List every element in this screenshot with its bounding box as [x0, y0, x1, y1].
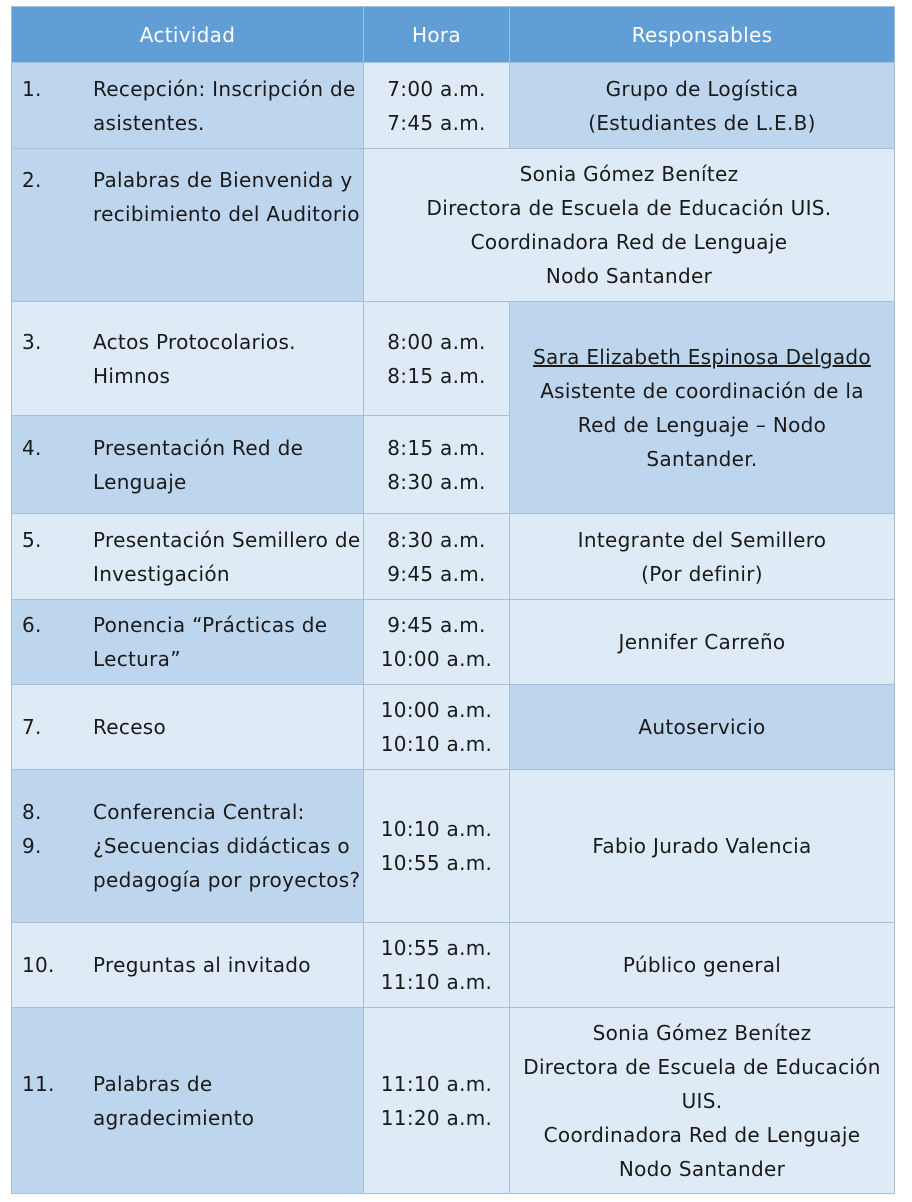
time-end: 10:55 a.m. [380, 851, 493, 875]
table-row [12, 302, 895, 416]
time-cell [364, 770, 510, 923]
time-cell [364, 63, 510, 149]
activity-cell [12, 1008, 364, 1194]
responsible-line: Autoservicio [638, 715, 766, 739]
activity-cell [12, 149, 364, 302]
activity-number: 9. [22, 834, 42, 858]
header-responsables: Responsables [510, 7, 895, 63]
activity-cell [12, 416, 364, 514]
activity-number: 4. [22, 435, 42, 460]
responsible-line: Coordinadora Red de Lenguaje [470, 230, 788, 254]
time-cell [364, 302, 510, 416]
time-cell [364, 416, 510, 514]
activity-cell [12, 923, 364, 1008]
responsible-line: UIS. [681, 1088, 723, 1113]
time-start: 10:10 a.m. [380, 817, 493, 841]
responsible-line: Santander. [646, 446, 758, 471]
responsible-line: Coordinadora Red de Lenguaje [543, 1122, 861, 1147]
responsible-cell [510, 923, 895, 1008]
table-row [12, 923, 895, 1008]
time-cell [364, 923, 510, 1008]
responsible-line: Integrante del Semillero [577, 527, 827, 552]
activity-number: 7. [22, 715, 42, 739]
activity-number: 5. [22, 527, 42, 552]
activity-text: Palabras de agradecimiento [93, 1071, 255, 1130]
responsible-line: (Por definir) [641, 561, 763, 586]
responsible-cell [510, 514, 895, 600]
time-cell [364, 514, 510, 600]
activity-number: 3. [22, 329, 42, 354]
responsible-line: Red de Lenguaje – Nodo [577, 412, 827, 437]
time-end: 11:20 a.m. [380, 1105, 493, 1130]
responsible-cell [510, 770, 895, 923]
time-start: 8:00 a.m. [387, 329, 486, 354]
agenda-table [11, 6, 895, 1194]
time-start: 8:15 a.m. [387, 435, 486, 460]
responsible-cell [510, 685, 895, 770]
table-row [12, 514, 895, 600]
activity-cell [12, 514, 364, 600]
responsible-cell [510, 600, 895, 685]
table-row [12, 149, 895, 302]
responsible-cell [510, 1008, 895, 1194]
time-end: 9:45 a.m. [387, 561, 486, 586]
time-end: 10:10 a.m. [380, 732, 493, 756]
table-row [12, 770, 895, 923]
activity-cell [12, 685, 364, 770]
responsible-line: Directora de Escuela de Educación UIS. [426, 196, 832, 220]
time-cell [364, 685, 510, 770]
activity-text: Recepción: Inscripción de asistentes. [93, 76, 356, 135]
time-start: 10:55 a.m. [380, 936, 493, 960]
activity-cell [12, 63, 364, 149]
responsible-line: Sonia Gómez Benítez [592, 1020, 812, 1045]
responsible-name: Sara Elizabeth Espinosa Delgado [533, 344, 871, 369]
header-row [12, 7, 895, 63]
responsible-line: Nodo Santander [545, 264, 713, 288]
header-hora: Hora [364, 7, 510, 63]
table-row [12, 685, 895, 770]
activity-text: Receso [93, 715, 167, 739]
activity-number: 11. [22, 1071, 55, 1096]
responsible-line: Fabio Jurado Valencia [592, 834, 812, 858]
table-row [12, 600, 895, 685]
time-start: 11:10 a.m. [380, 1071, 493, 1096]
time-end: 11:10 a.m. [380, 970, 493, 994]
time-cell [364, 600, 510, 685]
header-actividad: Actividad [12, 7, 364, 63]
activity-cell [12, 302, 364, 416]
activity-cell [12, 770, 364, 923]
time-end: 8:30 a.m. [387, 469, 486, 494]
activity-text: Palabras de Bienvenida y recibimiento del Auditorio [93, 168, 360, 226]
activity-cell [12, 600, 364, 685]
responsible-line: Sonia Gómez Benítez [519, 162, 739, 186]
responsible-line: Grupo de Logística [605, 76, 799, 101]
time-start: 8:30 a.m. [387, 527, 486, 552]
time-start: 9:45 a.m. [387, 613, 486, 637]
responsible-line: Directora de Escuela de Educación [523, 1054, 881, 1079]
table-row [12, 1008, 895, 1194]
responsible-line: Nodo Santander [618, 1156, 786, 1181]
responsible-cell [364, 149, 895, 302]
responsible-line: (Estudiantes de L.E.B) [588, 110, 816, 135]
activity-text: Presentación Red de Lenguaje [93, 435, 304, 494]
activity-number: 2. [22, 168, 42, 192]
activity-number: 8. [22, 800, 42, 824]
time-cell [364, 1008, 510, 1194]
activity-number: 10. [22, 953, 55, 977]
activity-text: Ponencia “Prácticas de Lectura” [93, 613, 328, 671]
time-end: 10:00 a.m. [380, 647, 493, 671]
time-end: 7:45 a.m. [387, 110, 486, 135]
activity-text: Actos Protocolarios. Himnos [93, 329, 296, 388]
activity-number: 1. [22, 76, 42, 101]
responsible-line: Público general [622, 953, 782, 977]
activity-text: Presentación Semillero de Investigación [93, 527, 361, 586]
responsible-cell [510, 302, 895, 514]
time-start: 7:00 a.m. [387, 76, 486, 101]
activity-text: Preguntas al invitado [93, 953, 311, 977]
responsible-line: Jennifer Carreño [618, 630, 786, 654]
activity-numbers [22, 795, 93, 897]
responsible-cell [510, 63, 895, 149]
responsible-line: Asistente de coordinación de la [540, 378, 864, 403]
activity-number: 6. [22, 613, 42, 637]
time-start: 10:00 a.m. [380, 698, 493, 722]
time-end: 8:15 a.m. [387, 363, 486, 388]
table-row [12, 63, 895, 149]
activity-text: Conferencia Central: ¿Secuencias didácticas o pedagogía por proyectos? [93, 800, 361, 892]
